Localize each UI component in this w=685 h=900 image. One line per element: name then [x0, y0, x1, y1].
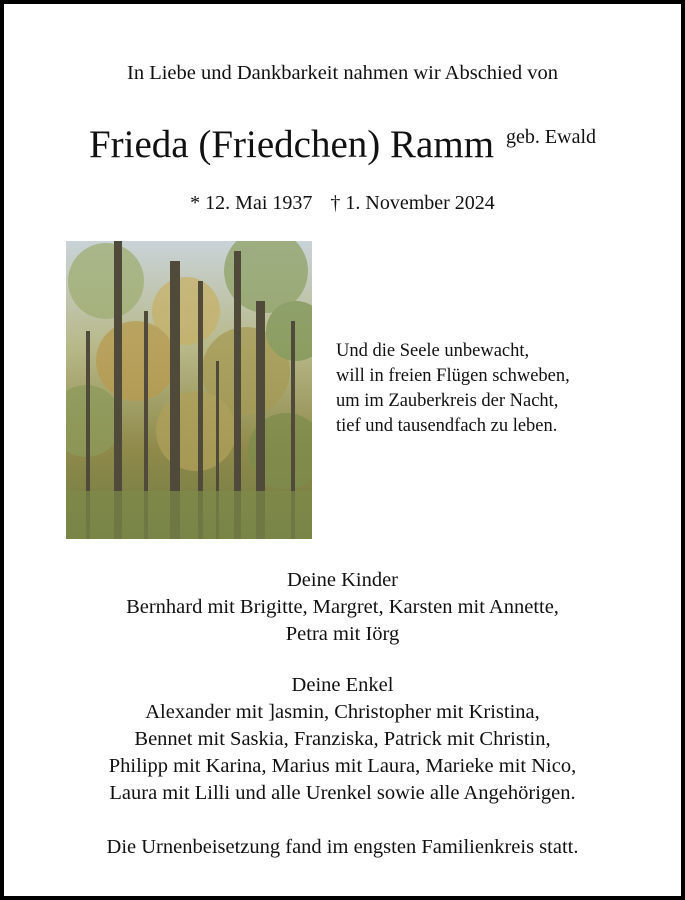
grandchildren-line: Bennet mit Saskia, Franziska, Patrick mit Christin, [134, 728, 551, 750]
life-dates [4, 192, 681, 215]
poem-line: um im Zauberkreis der Nacht, [336, 391, 559, 411]
poem [336, 339, 570, 439]
grandchildren-section [4, 672, 681, 807]
intro-text: In Liebe und Dankbarkeit nahmen wir Abschied von [127, 62, 558, 84]
grandchildren-heading: Deine Enkel [291, 674, 394, 696]
poem-line: Und die Seele unbewacht, [336, 341, 530, 361]
grandchildren-line: Philipp mit Karina, Marius mit Laura, Marieke mit Nico, [108, 755, 577, 777]
poem-line: tief und tausendfach zu leben. [336, 416, 558, 436]
birth-date: * 12. Mai 1937 [190, 192, 313, 214]
children-line: Petra mit Iörg [285, 623, 400, 645]
children-section [4, 567, 681, 648]
grandchildren-line: Alexander mit ]asmin, Christopher mit Kristina, [145, 701, 540, 723]
grandchildren-line: Laura mit Lilli und alle Urenkel sowie alle Angehörigen. [109, 782, 576, 804]
children-line: Bernhard mit Brigitte, Margret, Karsten mit Annette, [126, 596, 559, 618]
forest-photo [66, 241, 312, 539]
closing-text: Die Urnenbeisetzung fand im engsten Familienkreis statt. [106, 836, 579, 858]
children-heading: Deine Kinder [287, 569, 398, 591]
death-date: † 1. November 2024 [330, 192, 495, 214]
deceased-name: Frieda (Friedchen) Ramm [88, 123, 495, 166]
deceased-name-line [4, 122, 681, 167]
poem-line: will in freien Flügen schweben, [336, 366, 570, 386]
birth-name: geb. Ewald [506, 126, 597, 148]
